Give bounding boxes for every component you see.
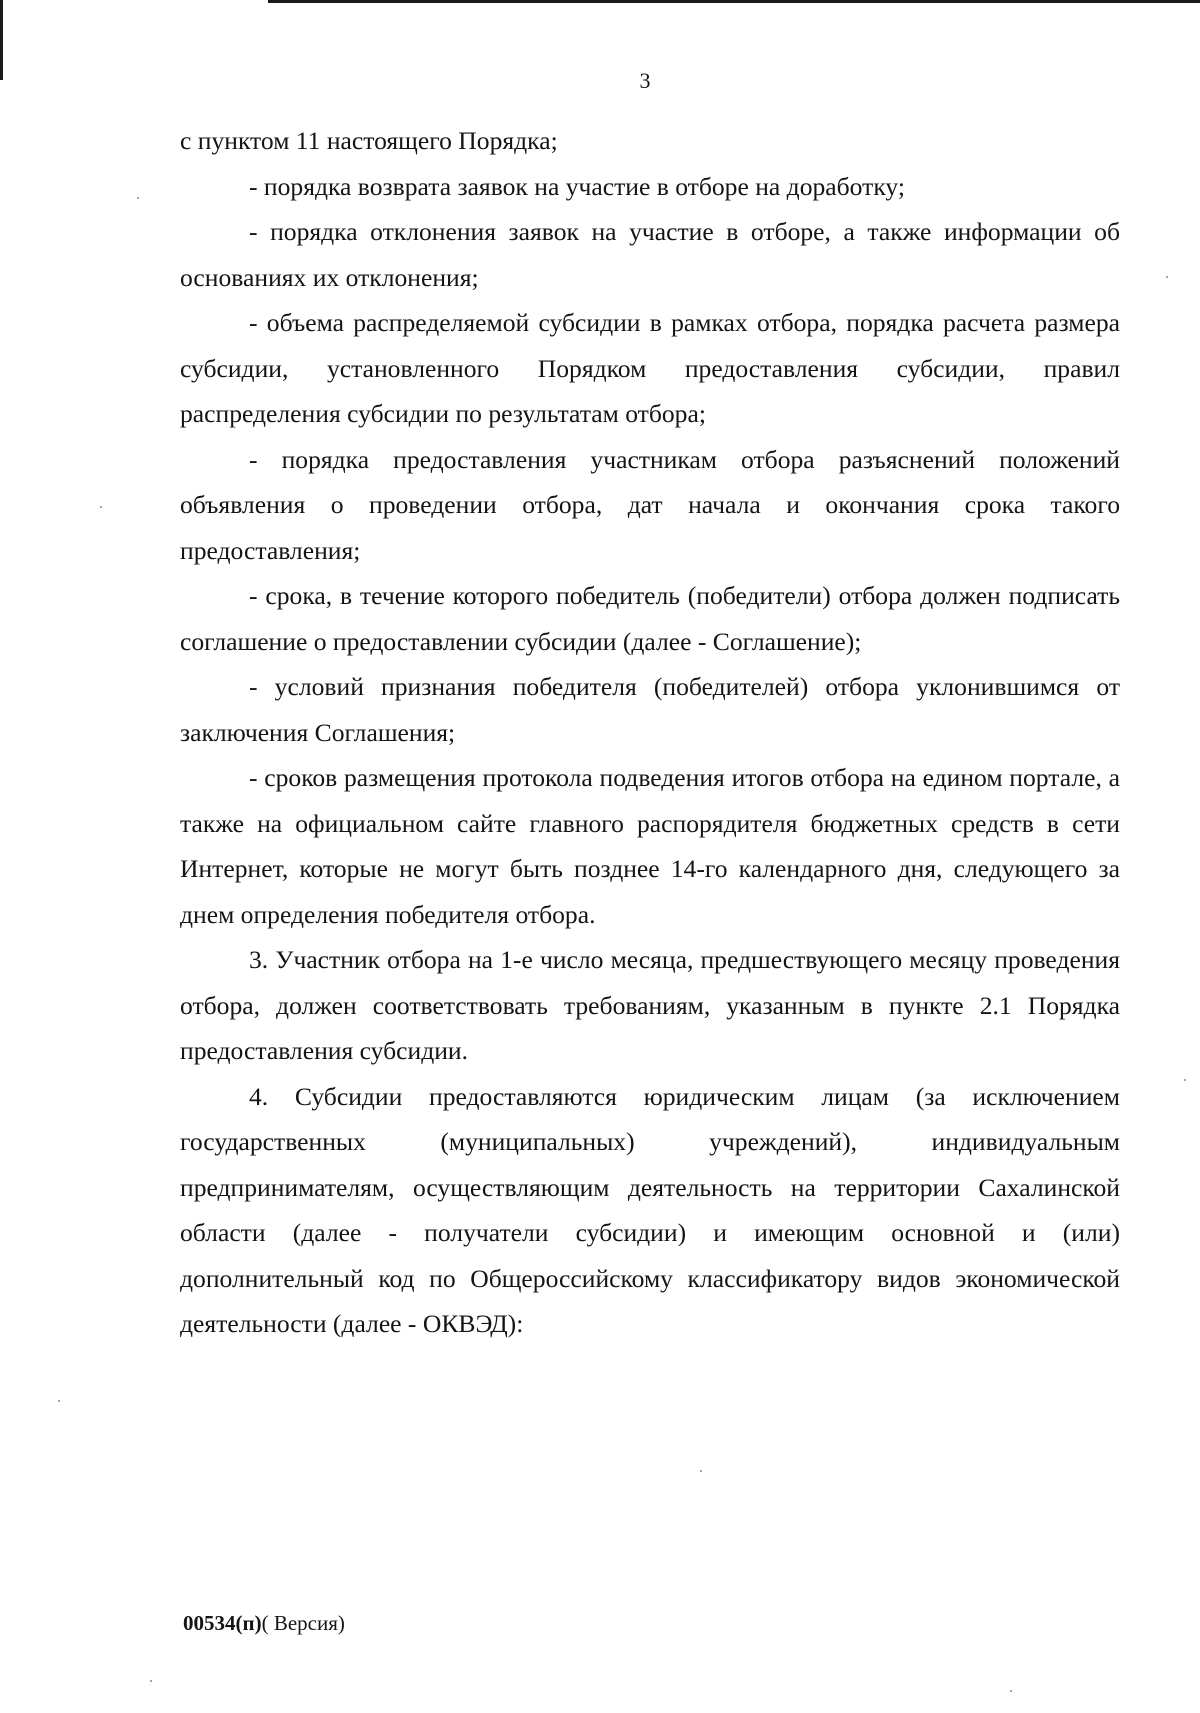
- page-number: 3: [639, 68, 651, 93]
- list-item-clarifications: - порядка предоставления участникам отбора разъяснений положений объявления о проведении отбора, дат начала и окончания срока такого предоставления;: [180, 444, 1120, 565]
- list-item-agreement-deadline: - срока, в течение которого победитель (победители) отбора должен подписать соглашение о предоставлении субсидии (далее - Соглашение);: [180, 581, 1120, 656]
- scan-speck: [100, 506, 102, 508]
- paragraph-item-3: 3. Участник отбора на 1-е число месяца, предшествующего месяцу проведения отбора, должен соответствовать требованиям, указанным в пункте 2.1 Порядка предоставления субсидии.: [180, 945, 1120, 1065]
- left-scan-edge: [0, 0, 3, 80]
- paragraph-continuation: с пунктом 11 настоящего Порядка;: [180, 126, 558, 155]
- scan-speck: [1184, 1079, 1186, 1081]
- paragraph-item-4: 4. Субсидии предоставляются юридическим лицам (за исключением государственных (муниципальных) учреждений), индивидуальным предпринимателям, осуществляющим деятельность на территории Сахалинской области (далее - получатели субсидии) и имеющим основной и (или) дополнительный код по Общероссийскому классификатору видов экономической деятельности (далее - ОКВЭД):: [180, 1081, 1120, 1338]
- scan-speck: [700, 1470, 702, 1472]
- document-body: [180, 118, 1120, 1347]
- scan-speck: [1166, 276, 1168, 278]
- list-item-subsidy-volume: - объема распределяемой субсидии в рамках отбора, порядка расчета размера субсидии, установленного Порядком предоставления субсидии, правил распределения субсидии по результатам отбора;: [180, 308, 1120, 428]
- scan-speck: [1010, 1690, 1012, 1692]
- document-version: ( Версия): [261, 1611, 345, 1635]
- list-item-protocol-deadlines: - сроков размещения протокола подведения итогов отбора на едином портале, а также на официальном сайте главного распорядителя бюджетных средств в сети Интернет, которые не могут быть позднее 14-го календарного дня, следующего за днем определения победителя отбора.: [180, 763, 1120, 929]
- list-item-return-order: - порядка возврата заявок на участие в отборе на доработку;: [249, 171, 905, 201]
- scan-speck: [150, 1680, 152, 1682]
- document-code: 00534(п): [183, 1611, 262, 1635]
- document-footer: [183, 1611, 345, 1636]
- list-item-rejection-order: - порядка отклонения заявок на участие в отборе, а также информации об основаниях их отклонения;: [180, 217, 1120, 292]
- top-border-line: [268, 0, 1200, 3]
- scan-speck: [137, 197, 139, 199]
- scan-speck: [58, 1400, 60, 1402]
- list-item-evasion-conditions: - условий признания победителя (победителей) отбора уклонившимся от заключения Соглашения;: [180, 672, 1120, 747]
